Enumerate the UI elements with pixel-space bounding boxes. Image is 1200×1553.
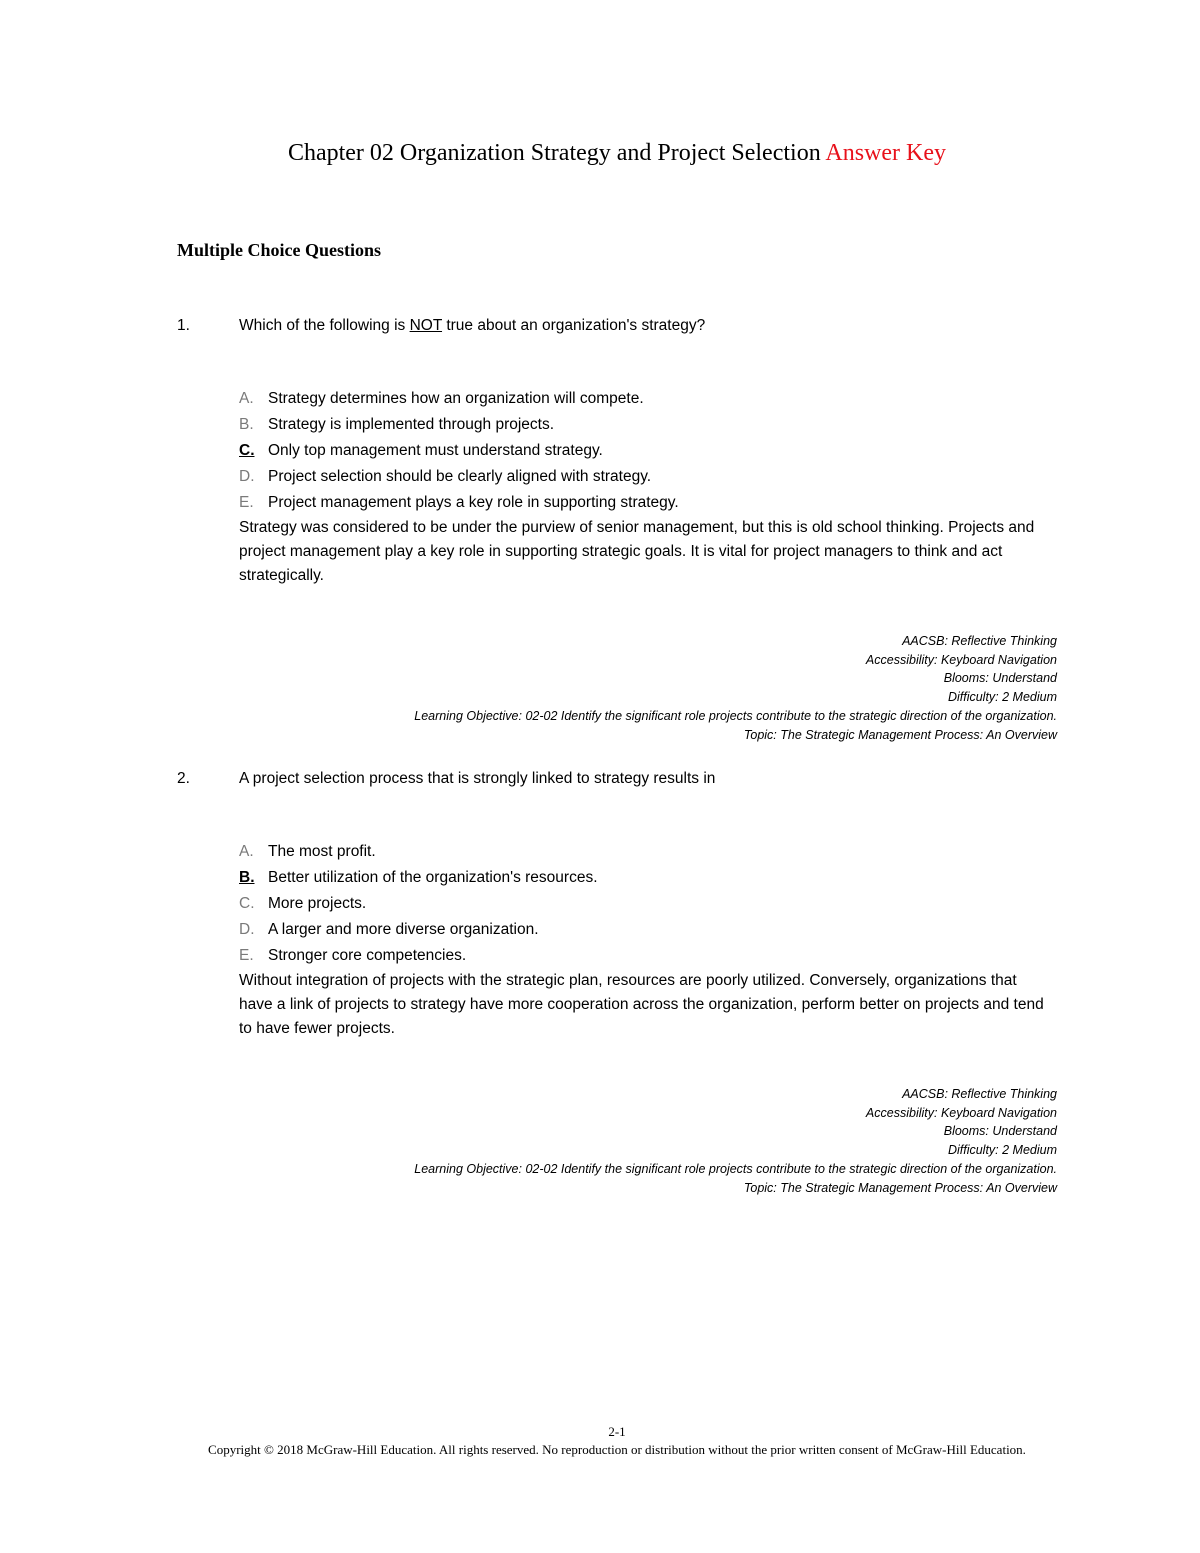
option-d: D. A larger and more diverse organization. bbox=[239, 921, 539, 938]
meta-topic: Topic: The Strategic Management Process: An Overview bbox=[743, 727, 1057, 742]
meta-aacsb: AACSB: Reflective Thinking bbox=[902, 1087, 1057, 1101]
option-a: A. The most profit. bbox=[239, 843, 376, 860]
option-b: B. Better utilization of the organization's resources. bbox=[239, 869, 598, 886]
option-c: C. More projects. bbox=[239, 895, 367, 912]
question-1 bbox=[177, 313, 1057, 744]
question-text: Which of the following is NOT true about an organization's strategy? bbox=[239, 317, 706, 334]
question-2 bbox=[177, 766, 1057, 1197]
title-main: Chapter 02 Organization Strategy and Project Selection bbox=[287, 140, 821, 166]
option-a: A. Strategy determines how an organization will compete. bbox=[239, 390, 644, 407]
title-accent: Answer Key bbox=[825, 140, 947, 166]
meta-aacsb: AACSB: Reflective Thinking bbox=[902, 634, 1057, 648]
meta-learning-objective: Learning Objective: 02-02 Identify the significant role projects contribute to the strategic direction of the organization. bbox=[414, 708, 1057, 723]
option-b: B. Strategy is implemented through projects. bbox=[239, 416, 555, 433]
question-metadata bbox=[177, 1085, 1057, 1197]
meta-difficulty: Difficulty: 2 Medium bbox=[947, 690, 1057, 705]
explanation: Without integration of projects with the strategic plan, resources are poorly utilized. Conversely, organizations that have a link of projects to strategy have more cooperation across the organization, perform better on projects and tend to have fewer projects. bbox=[239, 972, 1044, 1037]
option-list bbox=[239, 839, 1057, 969]
meta-learning-objective: Learning Objective: 02-02 Identify the significant role projects contribute to the strategic direction of the organization. bbox=[414, 1161, 1057, 1176]
question-metadata bbox=[177, 632, 1057, 744]
meta-blooms: Blooms: Understand bbox=[943, 1124, 1057, 1139]
question-text: A project selection process that is strongly linked to strategy results in bbox=[239, 770, 716, 787]
question-number: 1. bbox=[177, 317, 190, 334]
meta-accessibility: Accessibility: Keyboard Navigation bbox=[865, 652, 1057, 667]
meta-topic: Topic: The Strategic Management Process: An Overview bbox=[743, 1180, 1057, 1195]
option-list bbox=[239, 386, 1057, 516]
option-e: E. Project management plays a key role in supporting strategy. bbox=[239, 494, 679, 511]
meta-difficulty: Difficulty: 2 Medium bbox=[947, 1143, 1057, 1158]
meta-accessibility: Accessibility: Keyboard Navigation bbox=[865, 1105, 1057, 1120]
page-title bbox=[0, 140, 1200, 167]
explanation: Strategy was considered to be under the purview of senior management, but this is old school thinking. Projects and project management play a key role in supporting strategic goals. It is vital for project managers to think and act strategically. bbox=[239, 519, 1035, 584]
emphasis-not: NOT bbox=[409, 317, 443, 334]
page-number: 2-1 bbox=[608, 1424, 626, 1439]
option-d: D. Project selection should be clearly aligned with strategy. bbox=[239, 468, 652, 485]
section-heading: Multiple Choice Questions bbox=[177, 240, 382, 260]
question-number: 2. bbox=[177, 770, 190, 787]
copyright-notice: Copyright © 2018 McGraw-Hill Education. All rights reserved. No reproduction or distribution without the prior written consent of McGraw-Hill Education. bbox=[208, 1442, 1026, 1457]
page-footer bbox=[0, 1423, 1200, 1459]
option-c: C. Only top management must understand strategy. bbox=[239, 442, 603, 459]
option-e: E. Stronger core competencies. bbox=[239, 947, 467, 964]
meta-blooms: Blooms: Understand bbox=[943, 671, 1057, 686]
